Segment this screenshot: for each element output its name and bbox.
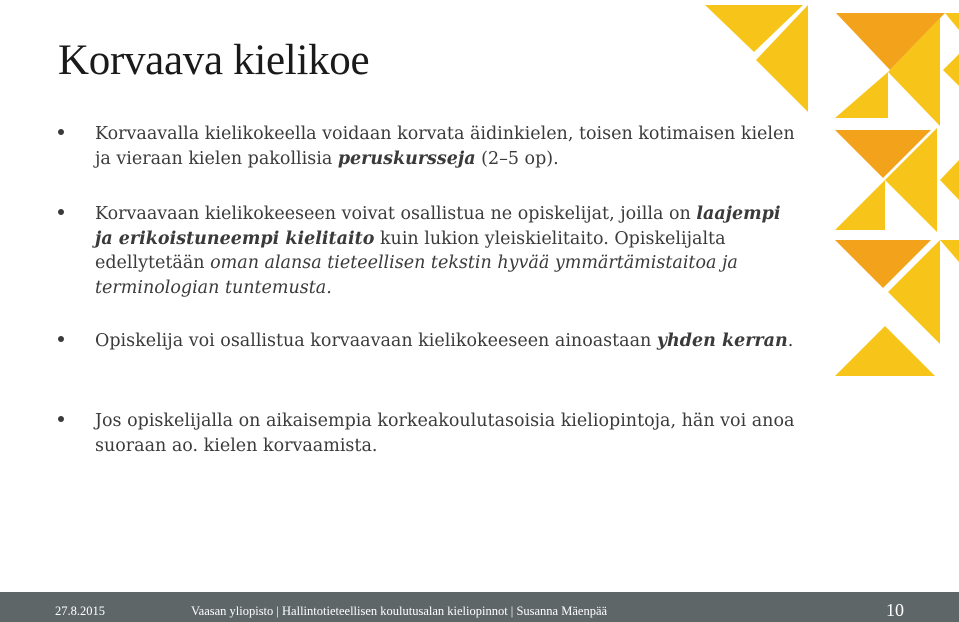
triangle-shape — [835, 72, 888, 118]
page-number: 10 — [886, 600, 904, 620]
emphasis: laajempi ja erikoistuneempi kielitaito — [95, 204, 781, 249]
triangle-shape — [945, 13, 959, 30]
bullet-text: Jos opiskelijalla on aikaisempia korkeakoulutasoisia kieliopintoja, hän voi anoa suoraan ao. kielen korvaamista. — [95, 411, 795, 456]
emphasis: peruskursseja — [337, 148, 476, 169]
italic-text: oman alansa tieteellisen tekstin hyvää ymmärtämistaitoa ja terminologian tuntemusta. — [95, 253, 738, 298]
triangle-shape — [835, 326, 935, 376]
triangle-shape — [943, 54, 959, 86]
slide-title: Korvaava kielikoe — [58, 37, 370, 84]
triangle-shape — [835, 180, 885, 230]
footer-bar — [0, 592, 959, 622]
bullet-text: Korvaavaan kielikokeeseen voivat osallistua ne opiskelijat, joilla on laajempi ja erikoistuneempi kielitaito kuin lukion yleiskielitaito. Opiskelijalta edellytetään oman alansa tieteellisen tekstin hyvää ymmärtämistaitoa ja terminologian tuntemusta. — [95, 204, 781, 298]
emphasis: yhden kerran — [656, 331, 788, 351]
triangle-shape — [940, 240, 959, 262]
footer-date: 27.8.2015 — [55, 604, 105, 618]
bullet-text: Opiskelija voi osallistua korvaavaan kielikokeeseen ainoastaan yhden kerran. — [95, 331, 794, 351]
bullet-text: Korvaavalla kielikokeella voidaan korvata äidinkielen, toisen kotimaisen kielen ja vieraan kielen pakollisia peruskursseja (2–5 op). — [95, 124, 795, 169]
triangle-shape — [940, 160, 959, 200]
footer-info: Vaasan yliopisto | Hallintotieteellisen koulutusalan kieliopinnot | Susanna Mäenpää — [191, 604, 608, 618]
